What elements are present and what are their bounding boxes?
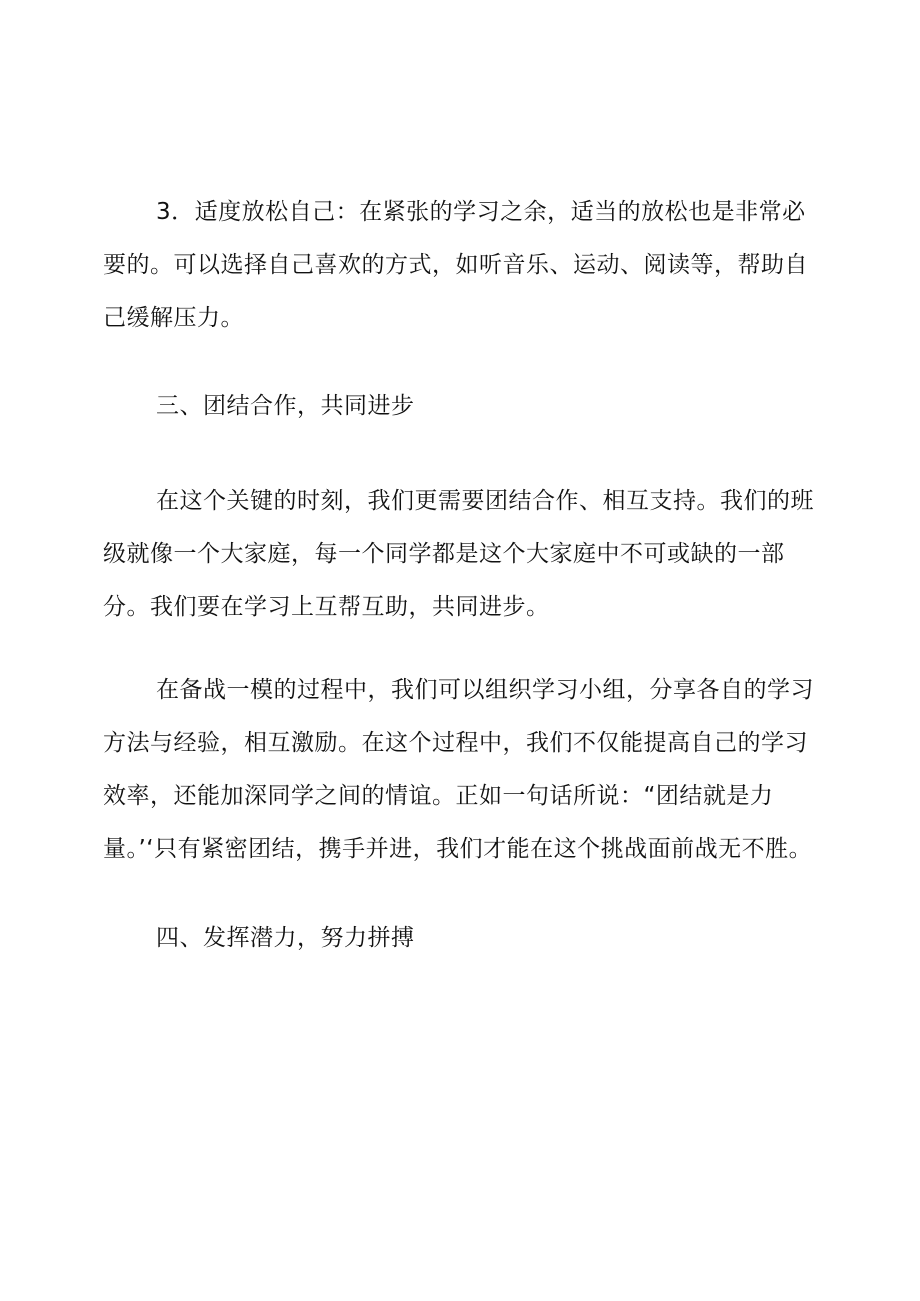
section-heading-3: 三、团结合作，共同进步 [156, 393, 415, 419]
section-heading-4: 四、发挥潜力，努力拼搏 [156, 925, 415, 951]
paragraph-class-unity: 在这个关键的时刻，我们更需要团结合作、相互支持。我们的班级就像一个大家庭，每一个同学都是这个大家庭中不可或缺的一部分。我们要在学习上互帮互助，共同进步。 [103, 488, 814, 620]
paragraph-study-group: 在备战一模的过程中，我们可以组织学习小组，分享各自的学习方法与经验，相互激励。在这个过程中，我们不仅能提高自己的学习效率，还能加深同学之间的情谊。正如一句话所说：“团结就是力量。’‘只有紧密团结，携手并进，我们才能在这个挑战面前战无不胜。 [103, 677, 814, 862]
paragraph-relax-tip: 3．适度放松自己：在紧张的学习之余，适当的放松也是非常必要的。可以选择自己喜欢的方式，如听音乐、运动、阅读等，帮助自己缓解压力。 [103, 199, 808, 331]
